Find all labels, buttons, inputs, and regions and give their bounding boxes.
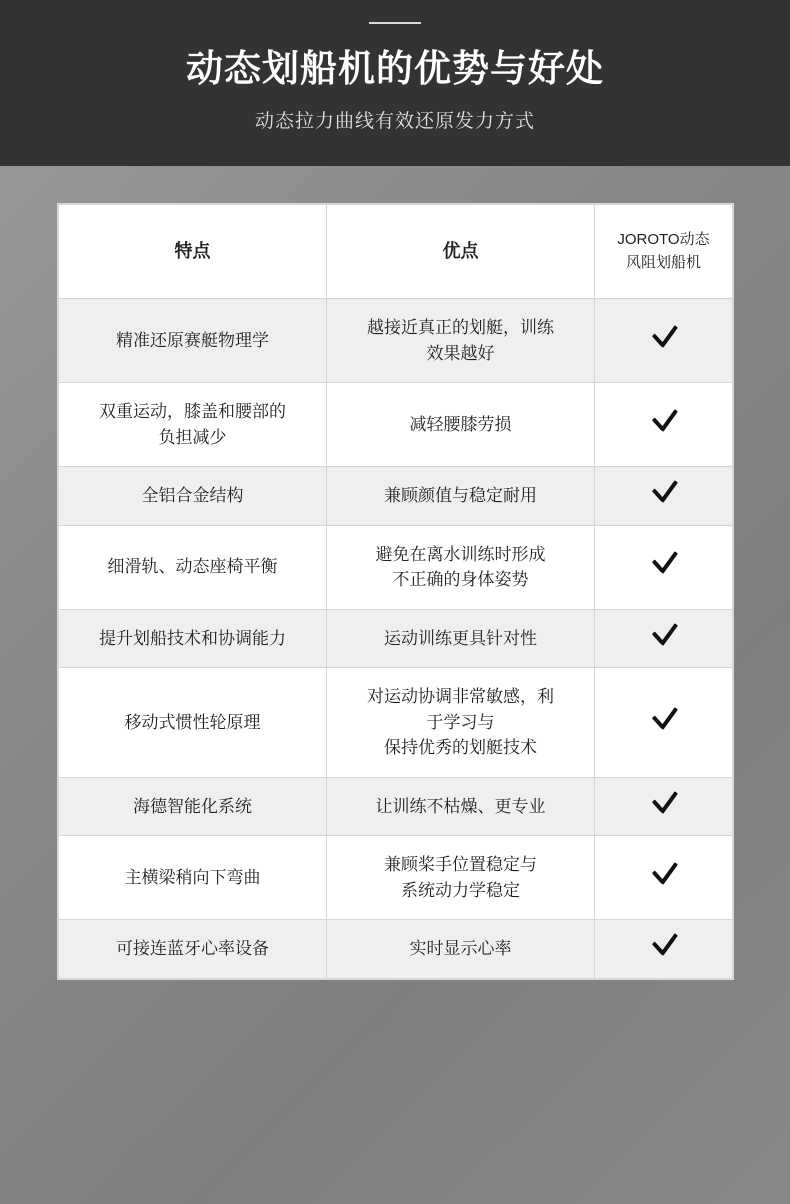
cell-check [595, 777, 733, 836]
cell-feature: 主横梁稍向下弯曲 [59, 836, 327, 920]
page-title: 动态划船机的优势与好处 [186, 48, 604, 89]
comparison-table-container [58, 204, 732, 979]
check-icon [649, 322, 679, 352]
table-row [59, 609, 733, 668]
cell-check [595, 920, 733, 979]
cell-check [595, 609, 733, 668]
table-row [59, 525, 733, 609]
cell-benefit-line2: 效果越好 [426, 343, 495, 363]
table-row [59, 467, 733, 526]
cell-benefit-line1: 避免在离水训练时形成 [375, 544, 546, 564]
cell-feature: 全铝合金结构 [59, 467, 327, 526]
table-row [59, 777, 733, 836]
cell-benefit-line2: 于学习与 [426, 712, 495, 732]
cell-check [595, 668, 733, 778]
cell-feature: 提升划船技术和协调能力 [59, 609, 327, 668]
cell-check [595, 836, 733, 920]
cell-feature-line1: 双重运动，膝盖和腰部的 [99, 402, 286, 421]
column-header-product-line2: 风阻划船机 [625, 253, 701, 271]
column-header-feature: 特点 [59, 205, 327, 299]
cell-feature: 可接连蓝牙心率设备 [59, 920, 327, 979]
cell-feature: 移动式惯性轮原理 [59, 668, 327, 778]
cell-benefit-line2: 系统动力学稳定 [401, 880, 520, 900]
check-icon [649, 859, 679, 889]
cell-benefit: 兼顾颜值与稳定耐用 [327, 467, 595, 526]
column-header-product-line1: JOROTO动态 [617, 231, 710, 248]
table-header-row [59, 205, 733, 299]
cell-benefit: 运动训练更具针对性 [327, 609, 595, 668]
header-divider [369, 22, 421, 24]
check-icon [649, 620, 679, 650]
table-row [59, 299, 733, 383]
check-icon [649, 788, 679, 818]
cell-benefit [327, 299, 595, 383]
cell-benefit-line1: 兼顾桨手位置稳定与 [384, 855, 537, 874]
table-row [59, 668, 733, 778]
cell-feature: 精准还原赛艇物理学 [59, 299, 327, 383]
cell-check [595, 299, 733, 383]
cell-feature: 海德智能化系统 [59, 777, 327, 836]
check-icon [649, 548, 679, 578]
cell-check [595, 525, 733, 609]
cell-benefit [327, 836, 595, 920]
cell-benefit [327, 668, 595, 778]
cell-benefit-line1: 对运动协调非常敏感，利 [367, 687, 554, 706]
comparison-table [58, 204, 733, 979]
page-subtitle: 动态拉力曲线有效还原发力方式 [254, 111, 535, 133]
cell-check [595, 383, 733, 467]
cell-benefit-line1: 越接近真正的划艇，训练 [367, 318, 554, 337]
cell-benefit: 减轻腰膝劳损 [327, 383, 595, 467]
check-icon [649, 477, 679, 507]
cell-benefit-line3: 保持优秀的划艇技术 [384, 738, 537, 757]
cell-benefit-line2: 不正确的身体姿势 [392, 570, 529, 589]
column-header-product [595, 205, 733, 299]
table-row [59, 383, 733, 467]
cell-benefit: 实时显示心率 [327, 920, 595, 979]
column-header-benefit: 优点 [327, 205, 595, 299]
cell-benefit: 让训练不枯燥、更专业 [327, 777, 595, 836]
check-icon [649, 704, 679, 734]
cell-feature: 细滑轨、动态座椅平衡 [59, 525, 327, 609]
cell-feature [59, 383, 327, 467]
cell-benefit [327, 525, 595, 609]
table-row [59, 920, 733, 979]
table-row [59, 836, 733, 920]
cell-feature-line2: 负担减少 [158, 427, 227, 447]
check-icon [649, 406, 679, 436]
check-icon [649, 930, 679, 960]
cell-check [595, 467, 733, 526]
page-header [0, 0, 790, 166]
